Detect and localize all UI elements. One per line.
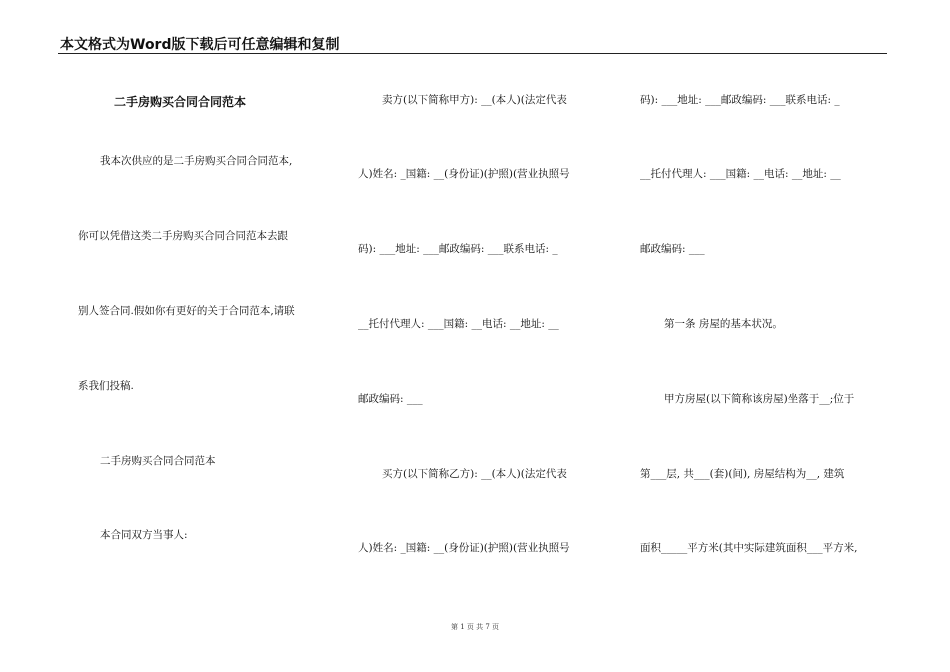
paragraph-line: __托付代理人: ___国籍: __电话: __地址: __ [640, 168, 841, 180]
paragraph-line: 甲方房屋(以下简称该房屋)坐落于__;位于 [664, 393, 855, 405]
paragraph-line: __托付代理人: ___国籍: __电话: __地址: __ [358, 318, 559, 330]
paragraph-line: 别人签合同.假如你有更好的关于合同范本,请联 [78, 305, 295, 317]
paragraph-line: 邮政编码: ___ [640, 243, 705, 255]
paragraph-line: 买方(以下简称乙方): __(本人)(法定代表 [382, 468, 567, 480]
paragraph-line: 本合同双方当事人: [100, 529, 188, 541]
paragraph-line: 码): ___地址: ___邮政编码: ___联系电话: _ [358, 243, 558, 255]
document-title: 二手房购买合同合同范本 [114, 95, 247, 109]
paragraph-line: 面积_____平方米(其中实际建筑面积___平方米, [640, 542, 858, 554]
paragraph-line: 人)姓名: _国籍: __(身份证)(护照)(营业执照号 [358, 542, 570, 554]
paragraph-line: 第___层, 共___(套)(间), 房屋结构为__, 建筑 [640, 468, 845, 480]
section-heading: 第一条 房屋的基本状况。 [664, 318, 783, 330]
paragraph-line: 系我们投稿. [78, 380, 134, 392]
paragraph-line: 我本次供应的是二手房购买合同合同范本, [100, 155, 293, 167]
paragraph-line: 卖方(以下简称甲方): __(本人)(法定代表 [382, 94, 567, 106]
document-header-title: 本文格式为Word版下载后可任意编辑和复制 [60, 37, 340, 53]
paragraph-line: 你可以凭借这类二手房购买合同合同范本去跟 [78, 230, 288, 242]
section-heading: 二手房购买合同合同范本 [100, 455, 216, 467]
header-divider [58, 53, 887, 54]
paragraph-line: 邮政编码: ___ [358, 393, 423, 405]
page-number: 第 1 页 共 7 页 [450, 623, 500, 631]
paragraph-line: 码): ___地址: ___邮政编码: ___联系电话: _ [640, 94, 840, 106]
paragraph-line: 人)姓名: _国籍: __(身份证)(护照)(营业执照号 [358, 168, 570, 180]
